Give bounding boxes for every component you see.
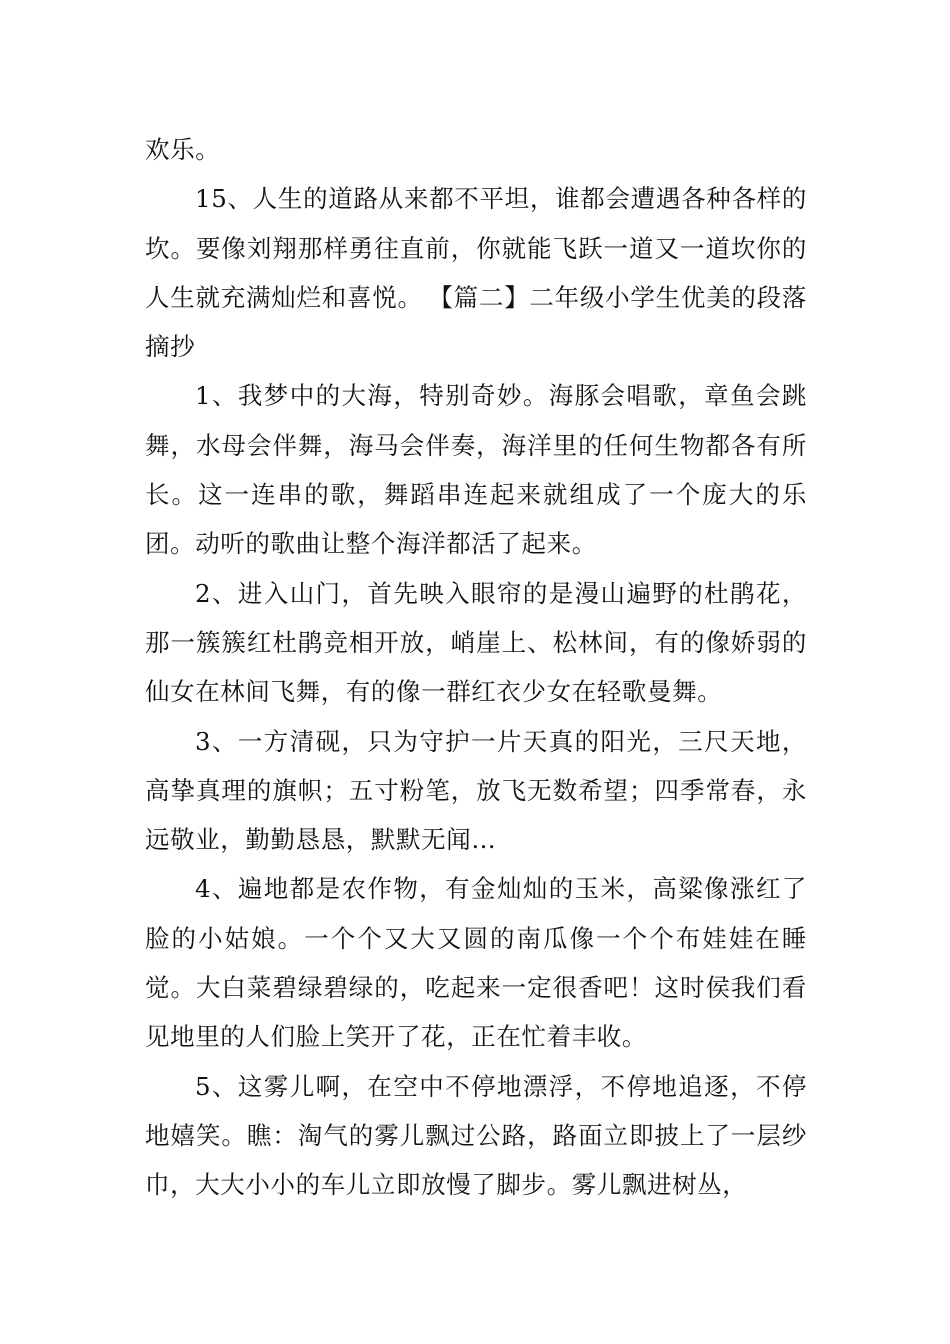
body-text [145, 125, 807, 1210]
paragraph-item-4 [145, 864, 807, 1061]
paragraph-text: 15、人生的道路从来都不平坦，谁都会遭遇各种各样的坎。要像刘翔那样勇往直前，你就能飞跃一道又一道坎你的人生就充满灿烂和喜悦。 [145, 184, 807, 312]
paragraph-text: 1、我梦中的大海，特别奇妙。海豚会唱歌，章鱼会跳舞，水母会伴舞，海马会伴奏，海洋里的任何生物都各有所长。这一连串的歌，舞蹈串连起来就组成了一个庞大的乐团。动听的歌曲让整个海洋都活了起来。 [145, 381, 807, 559]
paragraph-item-3 [145, 717, 807, 865]
paragraph-item-2 [145, 569, 807, 717]
paragraph-text: 5、这雾儿啊，在空中不停地漂浮，不停地追逐，不停地嬉笑。瞧：淘气的雾儿飘过公路，路面立即披上了一层纱巾，大大小小的车儿立即放慢了脚步。雾儿飘进树丛， [145, 1071, 807, 1200]
paragraph-text: 3、一方清砚，只为守护一片天真的阳光，三尺天地，高挚真理的旗帜；五寸粉笔，放飞无数希望；四季常春，永远敬业，勤勤恳恳，默默无闻… [145, 726, 807, 855]
paragraph-continuation [145, 125, 807, 174]
paragraph-item-1 [145, 371, 807, 568]
paragraph-text: 欢乐。 [145, 135, 221, 164]
paragraph-text: 2、进入山门，首先映入眼帘的是漫山遍野的杜鹃花，那一簇簇红杜鹃竞相开放，峭崖上、松林间，有的像娇弱的仙女在林间飞舞，有的像一群红衣少女在轻歌曼舞。 [145, 578, 807, 707]
section-heading: 【篇二】二年级小学生优美的段落摘抄 [145, 282, 807, 362]
paragraph-text: 4、遍地都是农作物，有金灿灿的玉米，高粱像涨红了脸的小姑娘。一个个又大又圆的南瓜像一个个布娃娃在睡觉。大白菜碧绿碧绿的，吃起来一定很香吧！这时侯我们看见地里的人们脸上笑开了花，正在忙着丰收。 [145, 874, 807, 1052]
paragraph-item-5 [145, 1062, 807, 1210]
paragraph-item-15 [145, 174, 807, 371]
